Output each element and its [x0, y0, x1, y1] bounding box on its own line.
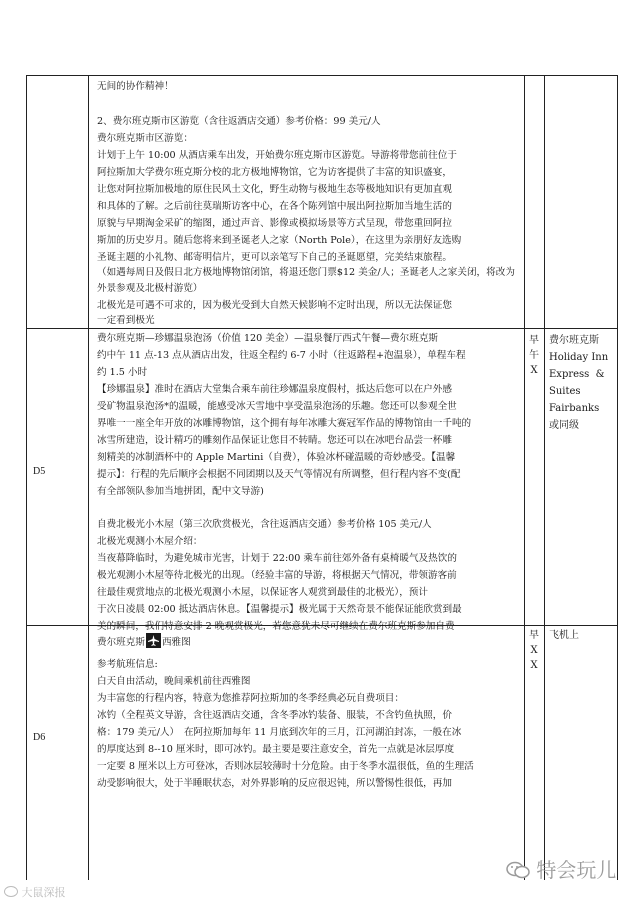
- itinerary-line: 当夜幕降临时，为避免城市光害，计划于 22:00 乘车前往郊外备有桌椅暖气及热饮的: [97, 553, 457, 564]
- hotel-d6: 飞机上: [549, 630, 579, 641]
- itinerary-line: （如遇每周日及假日北方极地博物馆闭馆，将退还您门票$12 美金/人；圣诞老人之家关闭，将改为外景参观及北极村游览）: [97, 267, 515, 294]
- hotel-line: 费尔班克斯: [549, 335, 599, 346]
- itinerary-line: 自费北极光小木屋（第三次欣赏极光，含往返酒店交通）参考价格 105 美元/人: [97, 519, 432, 530]
- col-border-meals: [544, 75, 545, 880]
- watermark-bottom-left: [4, 884, 66, 900]
- meal-breakfast: 早: [529, 630, 539, 641]
- itinerary-line: 受矿物温泉泡汤*的温暖，能感受冰天雪地中享受温泉泡汤的乐趣。您还可以参观全世: [97, 401, 457, 412]
- wechat-icon: [506, 860, 530, 878]
- itinerary-line: 和具体的了解。之后前往莫瑞斯访客中心，在各个陈列馆中展出阿拉斯加当地生活的: [97, 201, 452, 212]
- meal-lunch: 午: [529, 350, 539, 361]
- hotel-line: Holiday Inn: [549, 352, 609, 363]
- itinerary-line: 冰雪所建造，设计精巧的雕刻作品保证让您目不转睛。您还可以在冰吧台品尝一杯雕: [97, 435, 452, 446]
- itinerary-line: 界唯一一座全年开放的冰雕博物馆，这个拥有每年冰雕大赛冠军作品的博物馆由一千吨的: [97, 418, 472, 429]
- col-border-right: [617, 75, 618, 880]
- itinerary-line: 白天自由活动，晚间乘机前往西雅图: [97, 676, 251, 687]
- itinerary-line: 提示】：行程的先后顺序会根据不同团期以及天气等情况有所调整，但行程内容不变(配: [97, 469, 461, 480]
- meal-dinner: X: [530, 660, 538, 671]
- col-border-day: [88, 75, 89, 880]
- itinerary-line: 约中午 11 点-13 点从酒店出发，往返全程约 6-7 小时（往返路程+泡温泉），单程车程: [97, 350, 466, 361]
- itinerary-line: 原貌与早期淘金采矿的缩图，通过声音、影像或模拟场景等方式呈现，带您重回阿拉: [97, 218, 452, 229]
- itinerary-line: 有全部领队参加当地拼团，配中文导游): [97, 486, 264, 497]
- hotel-line: 或同级: [549, 420, 579, 431]
- itinerary-line: 为丰富您的行程内容，特意为您推荐阿拉斯加的冬季经典必玩自费项目：: [97, 693, 404, 704]
- itinerary-line: 一定看到极光: [97, 315, 155, 326]
- watermark-bottom-right: [506, 854, 616, 883]
- itinerary-line: 让您对阿拉斯加极地的原住民风土文化，野生动物与极地生态等极地知识有更加直观: [97, 184, 452, 195]
- itinerary-line: 极光观测小木屋等待北极光的出现。（经验丰富的导游，将根据天气情况，带领游客前: [97, 570, 457, 581]
- hotel-line: Fairbanks: [549, 403, 600, 414]
- meal-breakfast: 早: [529, 335, 539, 346]
- day-label-d6: D6: [33, 732, 46, 743]
- itinerary-line: 圣诞主题的小礼物、邮寄明信片，更可以亲笔写下自己的圣诞愿望，完美结束旅程。: [97, 252, 452, 263]
- col-border-left: [26, 75, 27, 880]
- itinerary-line: 计划于上午 10:00 从酒店乘车出发，开始费尔班克斯市区游览。导游将带您前往位于: [97, 150, 457, 161]
- itinerary-line: 美的瞬间，我们特意安排 2 晚观赏极光，若您意犹未尽可继续在费尔班克斯参加自费: [97, 621, 455, 632]
- itinerary-line: 刻精美的冰制酒杯中的 Apple Martini（自费），体验冰杯碰温暖的奇妙感受。【温馨: [97, 452, 456, 463]
- watermark-text: 大鼠深报: [21, 886, 66, 899]
- itinerary-line: 动受影响很大，处于半睡眠状态，对外界影响的反应很迟钝，所以警惕性很低，再加: [97, 778, 452, 789]
- hotel-line: Suites: [549, 386, 581, 397]
- day-label-d5: D5: [33, 466, 46, 477]
- itinerary-line: 一定要 8 厘米以上方可登冰，否则冰层较薄时十分危险。由于冬季水温很低，鱼的生理活: [97, 761, 474, 772]
- table-top-border: [26, 75, 617, 76]
- itinerary-line: 冰钓（全程英文导游，含往返酒店交通，含冬季冰钓装备、服装，不含钓鱼执照，价: [97, 710, 452, 721]
- itinerary-line: 往最佳观赏地点的北极光观测小木屋，以保证客人观赏到最佳的北极光），预计: [97, 587, 428, 598]
- itinerary-line: 阿拉斯加大学费尔班克斯分校的北方极地博物馆，它为访客提供了丰富的知识盛宴，: [97, 167, 452, 178]
- hotel-line: Express &: [549, 369, 605, 380]
- itinerary-line: 格：179 美元/人） 在阿拉斯加每年 11 月底到次年的三月，江河湖泊封冻，一般在冰: [97, 727, 462, 738]
- itinerary-line: 【珍娜温泉】准时在酒店大堂集合乘车前往珍娜温泉度假村，抵达后您可以在户外感: [97, 384, 452, 395]
- watermark-text: 特会玩儿: [536, 858, 617, 882]
- itinerary-line: 北极光观测小木屋介绍：: [97, 536, 203, 547]
- itinerary-line: 约 1.5 小时: [97, 367, 148, 378]
- itinerary-line: 的厚度达到 8--10 厘米时，即可冰钓。最主要是要注意安全，首先一点就是冰层厚度: [97, 744, 455, 755]
- meal-dinner: X: [530, 365, 538, 376]
- itinerary-line: 无间的协作精神！: [97, 81, 174, 92]
- itinerary-line: 于次日凌晨 02:00 抵达酒店休息。【温馨提示】极光属于天然奇景不能保证能欣赏到最: [97, 604, 462, 615]
- flight-destination: 西雅图: [161, 637, 191, 648]
- itinerary-line: 北极光是可遇不可求的，因为极光受到大自然天候影响不定时出现，所以无法保证您: [97, 300, 452, 311]
- col-border-itinerary: [524, 75, 525, 880]
- itinerary-line: 2、费尔班克斯市区游览（含往返酒店交通）参考价格：99 美元/人: [97, 116, 381, 127]
- weibo-icon: [4, 886, 18, 897]
- itinerary-line: 参考航班信息:: [97, 659, 158, 670]
- itinerary-line: 费尔班克斯市区游览：: [97, 133, 193, 144]
- airplane-icon: [146, 633, 161, 648]
- itinerary-line: [97, 633, 191, 651]
- itinerary-line: 斯加的历史岁月。随后您将来到圣诞老人之家（North Pole），在这里为亲朋好友选购: [97, 235, 462, 246]
- meal-lunch: X: [530, 645, 538, 656]
- flight-origin: 费尔班克斯: [97, 637, 145, 648]
- itinerary-line: 费尔班克斯—珍娜温泉泡汤（价值 120 美金）—温泉餐厅西式午餐—费尔班克斯: [97, 333, 439, 344]
